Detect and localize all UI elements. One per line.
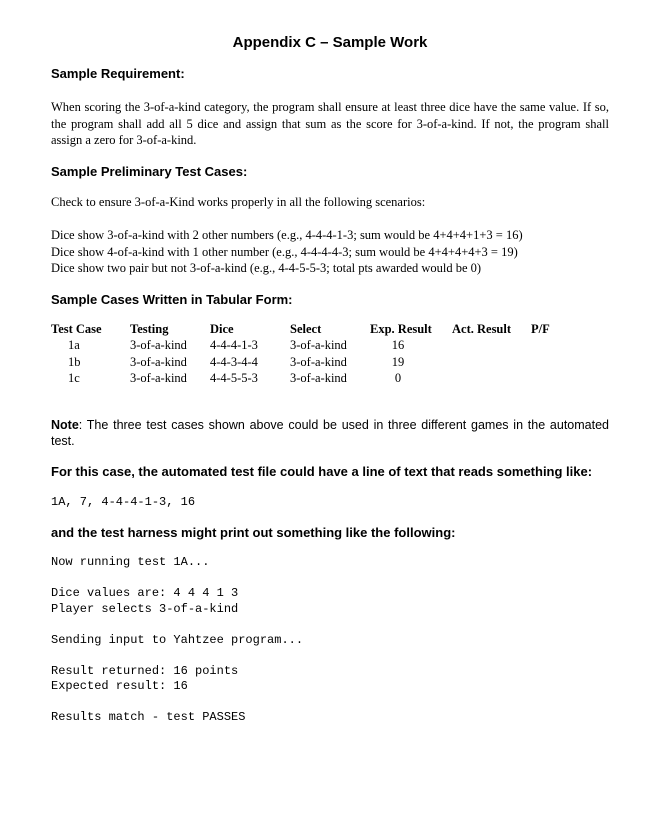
requirement-heading: Sample Requirement: (51, 66, 185, 81)
cell-actual (452, 354, 531, 371)
table-row (51, 354, 571, 371)
column-header: Test Case (51, 321, 102, 336)
automated-heading: For this case, the automated test file could have a line of text that reads something like: (51, 463, 593, 479)
scenario-item: Dice show 3-of-a-kind with 2 other numbers (e.g., 4-4-4-1-3; sum would be 4+4+4+1+3 = 16) (51, 228, 523, 242)
harness-output (51, 555, 609, 726)
column-header: P/F (531, 321, 550, 336)
column-header: Act. Result (452, 321, 512, 336)
column-header: Select (290, 321, 322, 336)
cell-select: 3-of-a-kind (290, 371, 347, 385)
cell-pf (531, 354, 571, 371)
cell-expected: 16 (391, 338, 405, 352)
cell-test-case: 1a (68, 338, 80, 352)
scenario-list (51, 227, 609, 277)
column-header: Testing (130, 321, 169, 336)
cell-testing: 3-of-a-kind (130, 354, 187, 369)
harness-line-final: Results match - test PASSES (51, 710, 246, 724)
cell-testing: 3-of-a-kind (130, 338, 187, 352)
cell-pf (531, 337, 571, 354)
preliminary-intro: Check to ensure 3-of-a-Kind works properly in all the following scenarios: (51, 194, 426, 209)
cell-pf (531, 370, 571, 387)
table-row (51, 370, 571, 387)
scenario-item: Dice show two pair but not 3-of-a-kind (e.g., 4-4-5-5-3; total pts awarded would be 0) (51, 261, 482, 275)
cell-test-case: 1b (68, 354, 81, 369)
cell-expected: 0 (394, 371, 402, 385)
cell-dice: 4-4-5-5-3 (210, 371, 258, 385)
preliminary-heading: Sample Preliminary Test Cases: (51, 163, 248, 179)
harness-line-sending: Sending input to Yahtzee program... (51, 632, 304, 647)
note-paragraph (51, 417, 609, 449)
note-text: : The three test cases shown above could be used in three different games in the automated test. (51, 417, 609, 448)
page-title: Appendix C – Sample Work (232, 34, 428, 51)
column-header: Dice (210, 321, 234, 336)
cell-test-case: 1c (68, 371, 80, 385)
scenario-item: Dice show 4-of-a-kind with 1 other number (e.g., 4-4-4-4-3; sum would be 4+4+4+4+3 = 19) (51, 244, 518, 259)
harness-line-select: Player selects 3-of-a-kind (51, 601, 239, 616)
cell-testing: 3-of-a-kind (130, 371, 187, 385)
cell-select: 3-of-a-kind (290, 354, 347, 369)
tabular-heading: Sample Cases Written in Tabular Form: (51, 291, 293, 307)
harness-line-returned: Result returned: 16 points (51, 663, 239, 678)
test-case-table (51, 321, 571, 387)
column-header: Exp. Result (370, 321, 432, 336)
table-header-row (51, 321, 571, 338)
cell-dice: 4-4-4-1-3 (210, 338, 258, 352)
cell-actual (452, 370, 531, 387)
cell-select: 3-of-a-kind (290, 338, 347, 352)
automated-test-line: 1A, 7, 4-4-4-1-3, 16 (51, 494, 196, 509)
document-page (51, 32, 609, 726)
harness-line-dice: Dice values are: 4 4 4 1 3 (51, 586, 239, 600)
harness-line-running: Now running test 1A... (51, 555, 210, 569)
note-label: Note (51, 417, 79, 432)
cell-dice: 4-4-3-4-4 (210, 354, 258, 369)
harness-line-expected: Expected result: 16 (51, 679, 188, 693)
harness-heading: and the test harness might print out something like the following: (51, 525, 456, 540)
table-row (51, 337, 571, 354)
cell-actual (452, 337, 531, 354)
cell-expected: 19 (391, 354, 405, 369)
requirement-text: When scoring the 3-of-a-kind category, the program shall ensure at least three dice have the same value. If so, the program shall add all 5 dice and assign that sum as the score for 3-of-a-kind. If not, the program shall assign a zero for 3-of-a-kind. (51, 100, 609, 147)
